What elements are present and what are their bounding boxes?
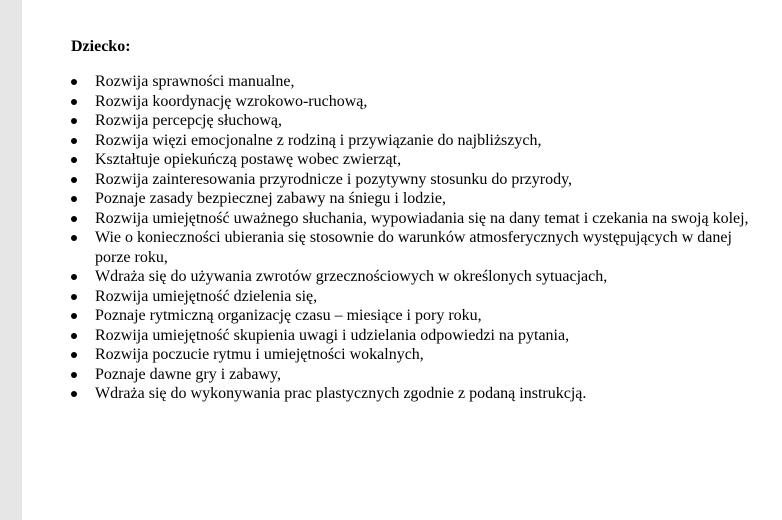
bullet-icon [71, 177, 77, 183]
list-item-text: Poznaje dawne gry i zabawy, [95, 365, 281, 383]
bullet-icon [71, 274, 77, 280]
list-item-text: Rozwija poczucie rytmu i umiejętności wokalnych, [95, 346, 424, 363]
list-item [71, 384, 771, 404]
list-item-text: Wdraża się do wykonywania prac plastycznych zgodnie z podaną instrukcją. [95, 385, 587, 402]
bullet-icon [71, 333, 77, 339]
document-page [22, 0, 782, 520]
section-heading: Dziecko: [71, 38, 131, 55]
list-item [71, 228, 771, 267]
list-item [71, 287, 771, 307]
list-item [71, 72, 771, 92]
bullet-list [71, 72, 771, 404]
list-item-text: Wdraża się do używania zwrotów grzecznościowych w określonych sytuacjach, [95, 268, 608, 285]
list-item [71, 189, 771, 209]
list-item [71, 326, 771, 346]
list-item [71, 150, 771, 170]
list-item [71, 131, 771, 151]
list-item-text: Poznaje zasady bezpiecznej zabawy na śniegu i lodzie, [95, 190, 446, 207]
list-item-text: Rozwija umiejętność skupienia uwagi i udzielania odpowiedzi na pytania, [95, 326, 570, 344]
bullet-icon [71, 138, 77, 144]
bullet-icon [71, 216, 77, 222]
bullet-icon [71, 118, 77, 124]
list-item [71, 267, 771, 287]
bullet-icon [71, 79, 77, 85]
bullet-icon [71, 157, 77, 163]
bullet-icon [71, 352, 77, 358]
list-item-text: Rozwija umiejętność dzielenia się, [95, 287, 318, 305]
list-item [71, 306, 771, 326]
bullet-icon [71, 294, 77, 300]
list-item [71, 365, 771, 385]
list-item [71, 345, 771, 365]
list-item [71, 92, 771, 112]
list-item [71, 209, 771, 229]
bullet-icon [71, 372, 77, 378]
list-item-text: Kształtuje opiekuńczą postawę wobec zwierząt, [95, 151, 402, 168]
list-item-text: Rozwija sprawności manualne, [95, 73, 295, 90]
bullet-icon [71, 196, 77, 202]
list-item-text: Rozwija percepcję słuchową, [95, 112, 283, 129]
list-item [71, 111, 771, 131]
bullet-icon [71, 99, 77, 105]
list-item-text: Poznaje rytmiczną organizację czasu – miesiące i pory roku, [95, 307, 482, 324]
list-item-text: Rozwija więzi emocjonalne z rodziną i przywiązanie do najbliższych, [95, 131, 542, 149]
bullet-icon [71, 235, 77, 241]
list-item [71, 170, 771, 190]
bullet-icon [71, 313, 77, 319]
list-item-text: Wie o konieczności ubierania się stosownie do warunków atmosferycznych występujących w danej porze roku, [95, 229, 732, 266]
list-item-text: Rozwija zainteresowania przyrodnicze i pozytywny stosunku do przyrody, [95, 170, 573, 188]
list-item-text: Rozwija umiejętność uważnego słuchania, wypowiadania się na dany temat i czekania na swoją kolej, [95, 209, 749, 227]
list-item-text: Rozwija koordynację wzrokowo-ruchową, [95, 92, 368, 110]
bullet-icon [71, 391, 77, 397]
